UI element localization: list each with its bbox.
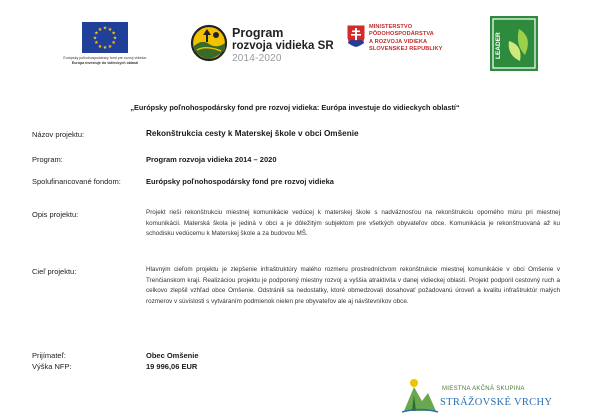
mas-strazovske-vrchy-logo xyxy=(402,371,562,415)
goal-label: Cieľ projektu: xyxy=(32,267,77,276)
mountain-tree-icon xyxy=(402,379,438,412)
project-name-label: Názov projektu: xyxy=(32,130,85,139)
svg-text:★: ★ xyxy=(111,40,116,47)
svg-text:★: ★ xyxy=(107,26,113,33)
eu-stars-icon xyxy=(82,22,128,53)
description-label: Opis projektu: xyxy=(32,210,79,219)
leader-text: LEADER xyxy=(495,32,502,59)
svg-text:★: ★ xyxy=(111,30,116,37)
svg-text:★: ★ xyxy=(112,35,118,42)
prv-subtitle: rozvoja vidieka SR xyxy=(232,39,334,52)
ministry-line: MINISTERSTVO xyxy=(369,24,413,30)
mas-line2: STRÁŽOVSKÉ VRCHY xyxy=(440,397,553,408)
rural-landscape-icon xyxy=(188,24,230,62)
prv-logo-text xyxy=(232,27,334,64)
svg-text:★: ★ xyxy=(97,43,103,50)
svg-text:★: ★ xyxy=(107,43,113,50)
prv-emblem-logo xyxy=(188,24,230,62)
recipient-value: Obec Omšenie xyxy=(146,351,199,360)
leader-logo xyxy=(489,15,539,72)
eu-caption-line1: Európsky poľnohospodársky fond pre rozvoj vidieka: xyxy=(63,56,147,60)
recipient-label: Prijímateľ: xyxy=(32,351,66,360)
svg-text:★: ★ xyxy=(94,40,99,47)
program-label: Program: xyxy=(32,155,63,164)
ministry-line: SLOVENSKEJ REPUBLIKY xyxy=(369,46,443,53)
svg-text:★: ★ xyxy=(97,26,103,33)
eu-caption-line2: Európa investuje do vidieckych oblastí xyxy=(71,61,139,65)
ministry-line: PÔDOHOSPODÁRSTVA xyxy=(369,31,434,38)
svg-text:★: ★ xyxy=(94,30,99,37)
amount-value: 19 996,06 EUR xyxy=(146,362,198,371)
svg-text:★: ★ xyxy=(102,25,108,32)
description-text: Projekt rieši rekonštrukciu miestnej komunikácie vedúcej k materskej škole s nadväznosťou na rekonštrukciu oporného múru pri miestnej komunikácii. Materská škola je jediná v obci a je dôležitým subjektom pre všetkých obyvateľov obce. Komunikácia je rekonštruovaná až ku schodisku vedúcemu k Materskej škole a za budovou MŠ. xyxy=(146,209,560,238)
mas-line1: MIESTNA AKČNÁ SKUPINA xyxy=(442,386,525,392)
prv-years: 2014-2020 xyxy=(232,53,282,64)
program-value: Program rozvoja vidieka 2014 – 2020 xyxy=(146,155,277,164)
eu-flag-logo xyxy=(82,22,128,53)
goal-text: Hlavným cieľom projektu je zlepšenie infraštruktúry malého rozmeru prostredníctvom rekonštrukcie miestnej komunikácie v obci Omšenie v Trenčianskom kraji. Realizáciou projektu je podporený miestny rozvoj a vyššia atraktivita v danej vidieckej oblasti. Projekt podporil cestovný ruch a celkovo zlepšil vzhľad obce Omšenie. Odstránili sa nedostatky, ktoré obmedzovali dosahovať požadovanú úroveň a kvalitu infraštruktúr malých rozmerov v súvislosti s vytváraním podmienok nielen pre obyvateľov ale aj návštevníkov obce. xyxy=(146,266,560,305)
ministry-line: A ROZVOJA VIDIEKA xyxy=(369,38,428,45)
slovak-coat-of-arms-icon xyxy=(346,24,366,48)
fund-value: Európsky poľnohospodársky fond pre rozvoj vidieka xyxy=(146,177,334,186)
amount-label: Výška NFP: xyxy=(32,362,72,371)
eu-fund-caption xyxy=(50,56,160,66)
svg-text:★: ★ xyxy=(102,45,108,52)
project-name-value: Rekonštrukcia cesty k Materskej škole v obci Omšenie xyxy=(146,129,359,138)
svg-text:★: ★ xyxy=(92,35,98,42)
fund-label: Spolufinancované fondom: xyxy=(32,177,121,186)
ministry-logo-text xyxy=(369,24,443,54)
prv-title: Program xyxy=(232,26,284,40)
eu-motto: „Európsky poľnohospodársky fond pre rozvoj vidieka: Európa investuje do vidieckych oblastí“ xyxy=(130,103,460,112)
